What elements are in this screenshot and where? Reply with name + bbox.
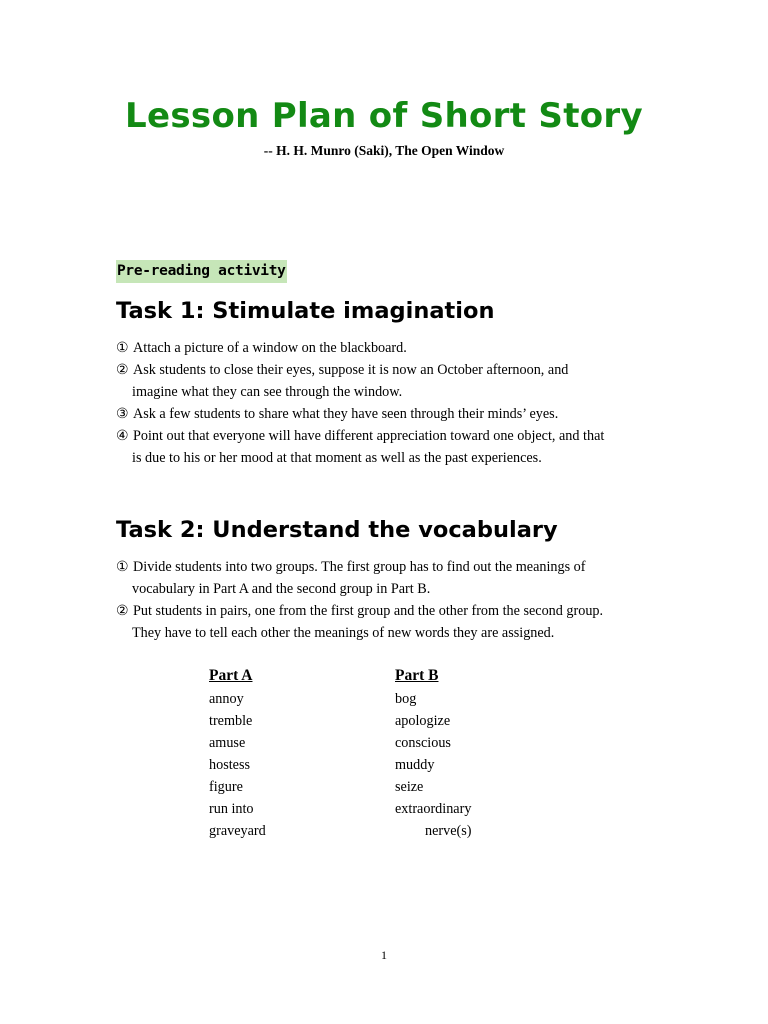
vocab-word: figure — [209, 779, 243, 795]
vocab-heading-part-b: Part B — [395, 667, 439, 684]
task1-item-4 — [116, 425, 676, 469]
item-text: Point out that everyone will have different appreciation toward one object, and that — [133, 428, 605, 444]
vocab-word: seize — [395, 779, 424, 795]
vocab-word: graveyard — [209, 823, 266, 839]
item-text: Ask students to close their eyes, suppose it is now an October afternoon, and — [133, 362, 569, 378]
item-text-continued: imagine what they can see through the window. — [132, 384, 403, 400]
vocab-word: run into — [209, 801, 254, 817]
section-label-pre-reading: Pre-reading activity — [116, 260, 287, 283]
vocab-word: annoy — [209, 691, 244, 707]
vocab-word: apologize — [395, 713, 451, 729]
vocab-column-part-b — [395, 664, 471, 842]
item-number: ③ — [116, 406, 129, 422]
item-text: Put students in pairs, one from the first group and the other from the second group. — [133, 603, 604, 619]
item-text: Attach a picture of a window on the blackboard. — [133, 340, 407, 356]
vocab-word: muddy — [395, 757, 435, 773]
document-title: Lesson Plan of Short Story — [125, 96, 643, 136]
document-subtitle: -- H. H. Munro (Saki), The Open Window — [263, 143, 505, 158]
item-text: Ask a few students to share what they have seen through their minds’ eyes. — [133, 406, 559, 422]
item-number: ① — [116, 559, 129, 575]
item-text: Divide students into two groups. The first group has to find out the meanings of — [133, 559, 586, 575]
item-number: ② — [116, 603, 129, 619]
task1-item-2 — [116, 359, 676, 403]
item-text-continued: is due to his or her mood at that moment as well as the past experiences. — [132, 450, 542, 466]
task1-item-3 — [116, 403, 676, 425]
task1-item-1 — [116, 337, 676, 359]
item-number: ② — [116, 362, 129, 378]
task1-heading: Task 1: Stimulate imagination — [116, 298, 495, 324]
item-text-continued: They have to tell each other the meanings of new words they are assigned. — [132, 625, 555, 641]
task1-list — [116, 337, 676, 469]
vocab-heading-part-a: Part A — [209, 667, 253, 684]
vocab-word: extraordinary — [395, 801, 472, 817]
vocab-word: hostess — [209, 757, 250, 773]
task2-item-2 — [116, 600, 676, 644]
vocab-word: amuse — [209, 735, 246, 751]
vocab-word: tremble — [209, 713, 253, 729]
vocab-column-part-a — [209, 664, 266, 842]
item-number: ④ — [116, 428, 129, 444]
vocab-word: bog — [395, 691, 417, 707]
task2-item-1 — [116, 556, 676, 600]
vocab-word: nerve(s) — [425, 823, 472, 839]
page-number: 1 — [381, 948, 387, 962]
item-text-continued: vocabulary in Part A and the second group in Part B. — [132, 581, 431, 597]
item-number: ① — [116, 340, 129, 356]
task2-heading: Task 2: Understand the vocabulary — [116, 517, 558, 543]
task2-list — [116, 556, 676, 644]
vocab-word: conscious — [395, 735, 451, 751]
